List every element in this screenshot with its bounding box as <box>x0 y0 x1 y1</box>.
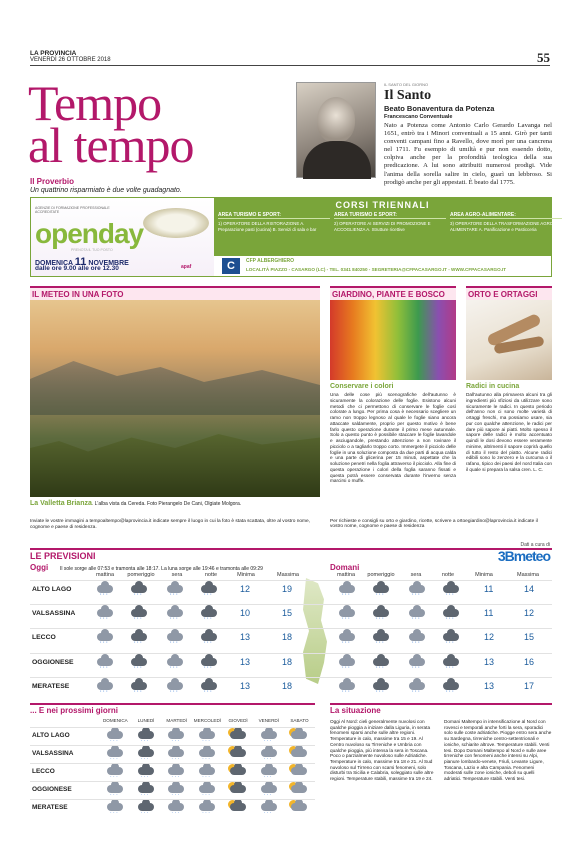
prossimi-location: MERATESE <box>32 804 68 811</box>
cloud-rain-icon: · · · <box>128 630 150 644</box>
cloud-rain-icon: · · · <box>258 800 280 814</box>
ad-date: DOMENICA 11 NOVEMBRE <box>35 256 129 268</box>
page-number: 55 <box>537 50 550 65</box>
sun-cloud-icon <box>227 782 249 796</box>
cloud-rain-icon: · · · <box>440 582 462 596</box>
cloud-rain-icon: · · · <box>258 728 280 742</box>
cloud-rain-icon: · · · <box>165 728 187 742</box>
cloud-rain-icon: · · · <box>94 655 116 669</box>
situazione-head: La situazione <box>330 703 552 717</box>
cloud-rain-icon: · · · <box>165 782 187 796</box>
prossimi-row <box>30 799 315 817</box>
sun-cloud-icon <box>288 746 310 760</box>
oggi-max: 18 <box>282 681 293 691</box>
cloud-rain-icon: · · · <box>406 655 428 669</box>
cloud-rain-icon: · · · <box>135 728 157 742</box>
cloud-rain-icon: · · · <box>336 630 358 644</box>
cloud-rain-icon: · · · <box>370 606 392 620</box>
cloud-rain-icon: · · · <box>196 746 218 760</box>
cloud-rain-icon: · · · <box>406 606 428 620</box>
ad-left <box>31 198 214 276</box>
cloud-rain-icon: · · · <box>135 800 157 814</box>
oggi-max: 18 <box>282 632 293 642</box>
forecast-row <box>30 653 552 673</box>
oggi-min: 10 <box>240 608 251 618</box>
prossimi-location: LECCO <box>32 768 55 775</box>
cloud-rain-icon: · · · <box>94 582 116 596</box>
cloud-rain-icon: · · · <box>128 679 150 693</box>
cloud-rain-icon: · · · <box>94 679 116 693</box>
giardino-body: Una delle cose più scenografiche dell'autunno è sicuramente la colorazione delle foglie. Esistono alcuni metodi che ci permettono di conservare le foglie così colorate a lungo. Per prima cosa è necessario scegliere un ramo non troppo legnoso al quale le foglie siano ancora attaccate saldamente, proprio per questo motivo è bene farlo questo operazione durante il primo mese autunnale. Solo a questo punto è possibile staccare le foglie lavandole e asciugandole, prestando attenzione a non rovinare il picciolo o a tagliarlo troppo corto. Immergete il picciolo delle foglie in una soluzione composta da due parti di acqua calda e una parte di glicerina per 15 minuti, aspettate che la soluzione penetri nella foglia attraverso il picciolo. Alla fine di questa operazione i colori della foglia saranno fissati e questa potrà essere conservata durante l'inverno senza marcirsi o muffe. <box>330 392 456 484</box>
cloud-rain-icon: · · · <box>196 782 218 796</box>
cloud-rain-icon: · · · <box>198 630 220 644</box>
oggi-min: 13 <box>240 632 251 642</box>
cloud-rain-icon: · · · <box>196 800 218 814</box>
saint-portrait <box>296 82 376 178</box>
cloud-rain-icon: · · · <box>94 606 116 620</box>
cloud-rain-icon: · · · <box>135 764 157 778</box>
title-line-2: al tempo <box>28 117 194 173</box>
photo-submit-info: Inviate le vostre immagini a tempoaltempo@laprovincia.it indicate sempre il luogo in cui la foto è stata scattata, oltre al vostro nome, cognome e paese di residenza. <box>30 519 311 530</box>
header-rule <box>30 65 550 66</box>
sun-cloud-icon <box>227 746 249 760</box>
forecast-location: ALTO LAGO <box>32 586 72 593</box>
cloud-rain-icon: · · · <box>128 582 150 596</box>
cloud-rain-icon: · · · <box>336 606 358 620</box>
ad-small: AGENZIE DI FORMAZIONE PROFESSIONALE ACCREDITATE <box>35 206 110 214</box>
prossimi-row <box>30 727 315 745</box>
prossimi-location: VALSASSINA <box>32 750 74 757</box>
situazione-domani: Domani Maltempo in intensificazione al Nord con rovesci e temporali anche forti la sera, sporadici solo sulle coste adriatiche. Piogge entro sera anche su Sardegna, tirreniche centro-settentrionali e ioniche, schiarite altrove. Temperature stabili. Venti tesi. Dopo Domani Maltempo al Nord e sulle aree tirreniche con fenomeni anche intensi su Alpi, pianure lombardo-venete, Friuli, Levante Ligure, Toscana, Lazio e alta Campania. Fenomeni moderati sulle zone ioniche, deboli su quelli adriatici. Temperature stabili. Venti tesi. <box>444 719 552 782</box>
ad-prenota: PRENOTA IL TUO POSTO <box>71 248 113 252</box>
prossimi-head: ... E nei prossimi giorni <box>30 703 315 717</box>
photo-caption: La Valletta Brianza. L'alba vista da Cereda. Foto Pierangelo De Cani, Olgiate Molgora. <box>30 500 242 507</box>
oggi-min: 13 <box>240 657 251 667</box>
cloud-rain-icon: · · · <box>370 582 392 596</box>
oggi-label: Oggi <box>30 563 49 572</box>
santo-heading: Il Santo <box>384 88 432 103</box>
prossimi-days: DOMENICA LUNEDÌ MARTEDÌ MERCOLEDÌ GIOVEDÌ VENERDÌ SABATO <box>102 718 309 723</box>
orto-head: ORTO E ORTAGGI <box>466 286 552 300</box>
sun-cloud-icon <box>227 800 249 814</box>
leaves-image <box>330 300 456 380</box>
orto-title: Radici in cucina <box>466 383 520 390</box>
prossimi-row <box>30 763 315 781</box>
prossimi-location: ALTO LAGO <box>32 732 70 739</box>
ad-corsi-title: CORSI TRIENNALI <box>335 200 430 210</box>
prossimi-location: OGGIONESE <box>32 786 72 793</box>
page-title <box>28 75 194 173</box>
cloud-rain-icon: · · · <box>406 679 428 693</box>
domani-min: 13 <box>484 657 495 667</box>
domani-max: 16 <box>524 657 535 667</box>
oggi-min: 12 <box>240 584 251 594</box>
cloud-rain-icon: · · · <box>165 764 187 778</box>
cloud-rain-icon: · · · <box>164 606 186 620</box>
landscape-photo <box>30 300 320 497</box>
forecast-row <box>30 580 552 600</box>
domani-col-headers: mattina pomeriggio sera notte Minima Massima <box>336 572 539 578</box>
santo-name: Beato Bonaventura da Potenza <box>384 104 495 113</box>
cloud-rain-icon: · · · <box>164 630 186 644</box>
domani-min: 12 <box>484 632 495 642</box>
oggi-max: 15 <box>282 608 293 618</box>
oggi-col-headers: mattina pomeriggio sera notte Minima Massima <box>95 572 299 578</box>
cloud-rain-icon: · · · <box>336 679 358 693</box>
roots-image <box>466 300 552 380</box>
meteo-foto-head: IL METEO IN UNA FOTO <box>30 286 320 300</box>
sun-cloud-icon <box>227 764 249 778</box>
cloud-rain-icon: · · · <box>165 746 187 760</box>
paper-name: LA PROVINCIA <box>30 50 77 57</box>
sun-cloud-icon <box>288 764 310 778</box>
cloud-rain-icon: · · · <box>336 582 358 596</box>
cloud-rain-icon: · · · <box>104 746 126 760</box>
santo-body: Nato a Potenza come Antonio Carlo Gerardo Lavanga nel 1651, entrò tra i Minori conventuali a 15 anni. Girò per tanti conventi campani fino a Ravello, dove morì per una cancrena nel 1711. Fu esempio di umiltà e pur non essendo dotto, colpiva anche per la profondità teologica della sua predicazione. A lui sono attribuiti numerosi prodigi. Vide l'anima della sorella salire in cielo, guarì un lebbroso. Si prodigò anche per gli appestati. È beato dal 1775. <box>384 122 552 186</box>
cloud-rain-icon: · · · <box>104 782 126 796</box>
giardino-title: Conservare i colori <box>330 383 394 390</box>
domani-min: 13 <box>484 681 495 691</box>
domani-max: 17 <box>524 681 535 691</box>
cloud-rain-icon: · · · <box>198 655 220 669</box>
ad-contacts <box>214 256 551 276</box>
sun-cloud-icon <box>288 728 310 742</box>
cfp-location: LOCALITÀ PIAZZO - CASARGO (LC) - TEL. 0341 840250 - SEGRETERIA@CFPACASARGO.IT - WWW.CFPACASARGO.IT <box>246 267 507 272</box>
masthead <box>30 50 111 64</box>
issue-date: VENERDÌ 26 OTTOBRE 2018 <box>30 57 111 63</box>
cloud-rain-icon: · · · <box>406 582 428 596</box>
oggi-min: 13 <box>240 681 251 691</box>
cloud-rain-icon: · · · <box>196 728 218 742</box>
santo-kicker: IL SANTO DEL GIORNO <box>384 82 429 87</box>
forecast-location: LECCO <box>32 634 56 641</box>
forecast-row <box>30 604 552 624</box>
cloud-rain-icon: · · · <box>128 606 150 620</box>
apaf-logo: apaf <box>181 264 192 270</box>
prossimi-row <box>30 745 315 763</box>
advertisement[interactable] <box>30 197 555 277</box>
cloud-rain-icon: · · · <box>336 655 358 669</box>
cloud-rain-icon: · · · <box>440 630 462 644</box>
sun-moon-info: Il sole sorge alle 07:53 e tramonta alle 18:17. La luna sorge alle 19:46 e tramonta alle 09:29 <box>60 566 263 572</box>
domani-max: 15 <box>524 632 535 642</box>
domani-min: 11 <box>484 608 494 618</box>
cloud-rain-icon: · · · <box>198 582 220 596</box>
sun-cloud-icon <box>227 728 249 742</box>
cloud-rain-icon: · · · <box>258 764 280 778</box>
cloud-rain-icon: · · · <box>370 630 392 644</box>
title-line-1: Tempo <box>28 75 162 131</box>
orto-body: Dall'autunno alla primavera alcuni tra gli ingredienti più sfiziosi da utilizzare sono sicuramente le radici. In questo periodo dell'anno non ci sono molte varietà di ortaggi freschi, ma possiamo usare, sia pur con qualche attenzione, le radici per dare più sapore ai piatti. Molto spesso il sapore delle radici è molto accentuato quindi le dosi devono essere veramente minime, altrimenti il sapore coprirà quello di tutto il resto del piatto. Alcune radici edibili sono lo zenzero e la curcuma o il rafano, tipico dei paesi del nord Italia con il quale si prepara la salsa cren. L. C. <box>466 392 552 472</box>
cloud-rain-icon: · · · <box>370 679 392 693</box>
cloud-rain-icon: · · · <box>406 630 428 644</box>
cloud-rain-icon: · · · <box>164 655 186 669</box>
situazione-oggi: Oggi Al Nord: cieli generalmente nuvolosi con qualche pioggia a iniziare dalla Liguria, in serata fenomeni sparsi anche sulle altre regioni. Temperature in calo, massime tra 15 e 19. Al Centro nuvoloso su Tirreniche e Umbria con qualche pioggia, più intensa la sera in Toscana. Poco o parzialmente nuvoloso sulle Adriatiche. Temperature in calo, massime tra 18 e 21. Al Sud nuvoloso sul Tirreno con scarsi fenomeni, solo disturbi tra Sicilia e Calabria, soleggiato sulle altre regioni. Temperature stabili, massime tra 19 e 24. <box>330 719 434 782</box>
cloud-rain-icon: · · · <box>164 582 186 596</box>
ad-time: dalle ore 9.00 alle ore 12.30 <box>35 265 119 272</box>
cfp-logo: C <box>222 258 240 274</box>
prossimi-row <box>30 781 315 799</box>
ad-courses <box>214 198 555 256</box>
proverbio-label: Il Proverbio <box>30 177 75 186</box>
ad-col-1: AREA TURISMO E SPORT: 1) OPERATORE DELLA RISTORAZIONE A. Preparazione pasti (cucina) B. Servizi di sala e bar <box>218 213 330 232</box>
domani-label: Domani <box>330 563 360 572</box>
cloud-rain-icon: · · · <box>258 782 280 796</box>
cloud-rain-icon: · · · <box>164 679 186 693</box>
cloud-rain-icon: · · · <box>198 606 220 620</box>
forecast-row <box>30 628 552 648</box>
forecast-location: MERATESE <box>32 683 70 690</box>
cloud-rain-icon: · · · <box>128 655 150 669</box>
sun-cloud-icon <box>288 782 310 796</box>
cloud-rain-icon: · · · <box>104 728 126 742</box>
ad-col-3: AREA AGRO-ALIMENTARE: 3) OPERATORE DELLA TRASFORMAZIONE AGRO-ALIMENTARE A. Panificazione e Pasticceria <box>450 213 562 232</box>
cloud-rain-icon: · · · <box>440 655 462 669</box>
giardino-head: GIARDINO, PIANTE E BOSCO <box>330 286 456 300</box>
proverbio-text: Un quattrino risparmiato è due volte guadagnato. <box>30 187 182 194</box>
cloud-rain-icon: · · · <box>196 764 218 778</box>
meteo-logo: Dati a cura di 3Bmeteo <box>497 542 550 564</box>
santo-order: Francescano Conventuale <box>384 114 453 120</box>
previsioni-head: LE PREVISIONI <box>30 548 552 562</box>
cfp-name: CFP ALBERGHIERO <box>246 258 295 264</box>
cloud-rain-icon: · · · <box>165 800 187 814</box>
cloud-rain-icon: · · · <box>135 746 157 760</box>
forecast-location: VALSASSINA <box>32 610 76 617</box>
oggi-max: 19 <box>282 584 293 594</box>
domani-max: 14 <box>524 584 535 594</box>
forecast-row <box>30 677 552 697</box>
cloud-rain-icon: · · · <box>104 764 126 778</box>
cloud-rain-icon: · · · <box>440 606 462 620</box>
plate-image <box>143 208 209 238</box>
cloud-rain-icon: · · · <box>135 782 157 796</box>
cloud-rain-icon: · · · <box>94 630 116 644</box>
sun-cloud-icon <box>288 800 310 814</box>
domani-min: 11 <box>484 584 494 594</box>
forecast-location: OGGIONESE <box>32 659 74 666</box>
cloud-rain-icon: · · · <box>104 800 126 814</box>
orto-submit-info: Per richieste e consigli su orto e giardino, ricette, scrivere a ortoegiardino@laprovincia.it indicate il vostro nome, cognome e paese di residenza <box>330 519 538 529</box>
oggi-max: 18 <box>282 657 293 667</box>
domani-max: 12 <box>524 608 535 618</box>
ad-brand: openday <box>35 218 144 249</box>
ad-col-2: AREA TURISMO E SPORT: 2) OPERATORE AI SERVIZI DI PROMOZIONE E ACCOGLIENZA A. Strutture ricettive <box>334 213 446 232</box>
cloud-rain-icon: · · · <box>258 746 280 760</box>
cloud-rain-icon: · · · <box>198 679 220 693</box>
cloud-rain-icon: · · · <box>370 655 392 669</box>
cloud-rain-icon: · · · <box>440 679 462 693</box>
